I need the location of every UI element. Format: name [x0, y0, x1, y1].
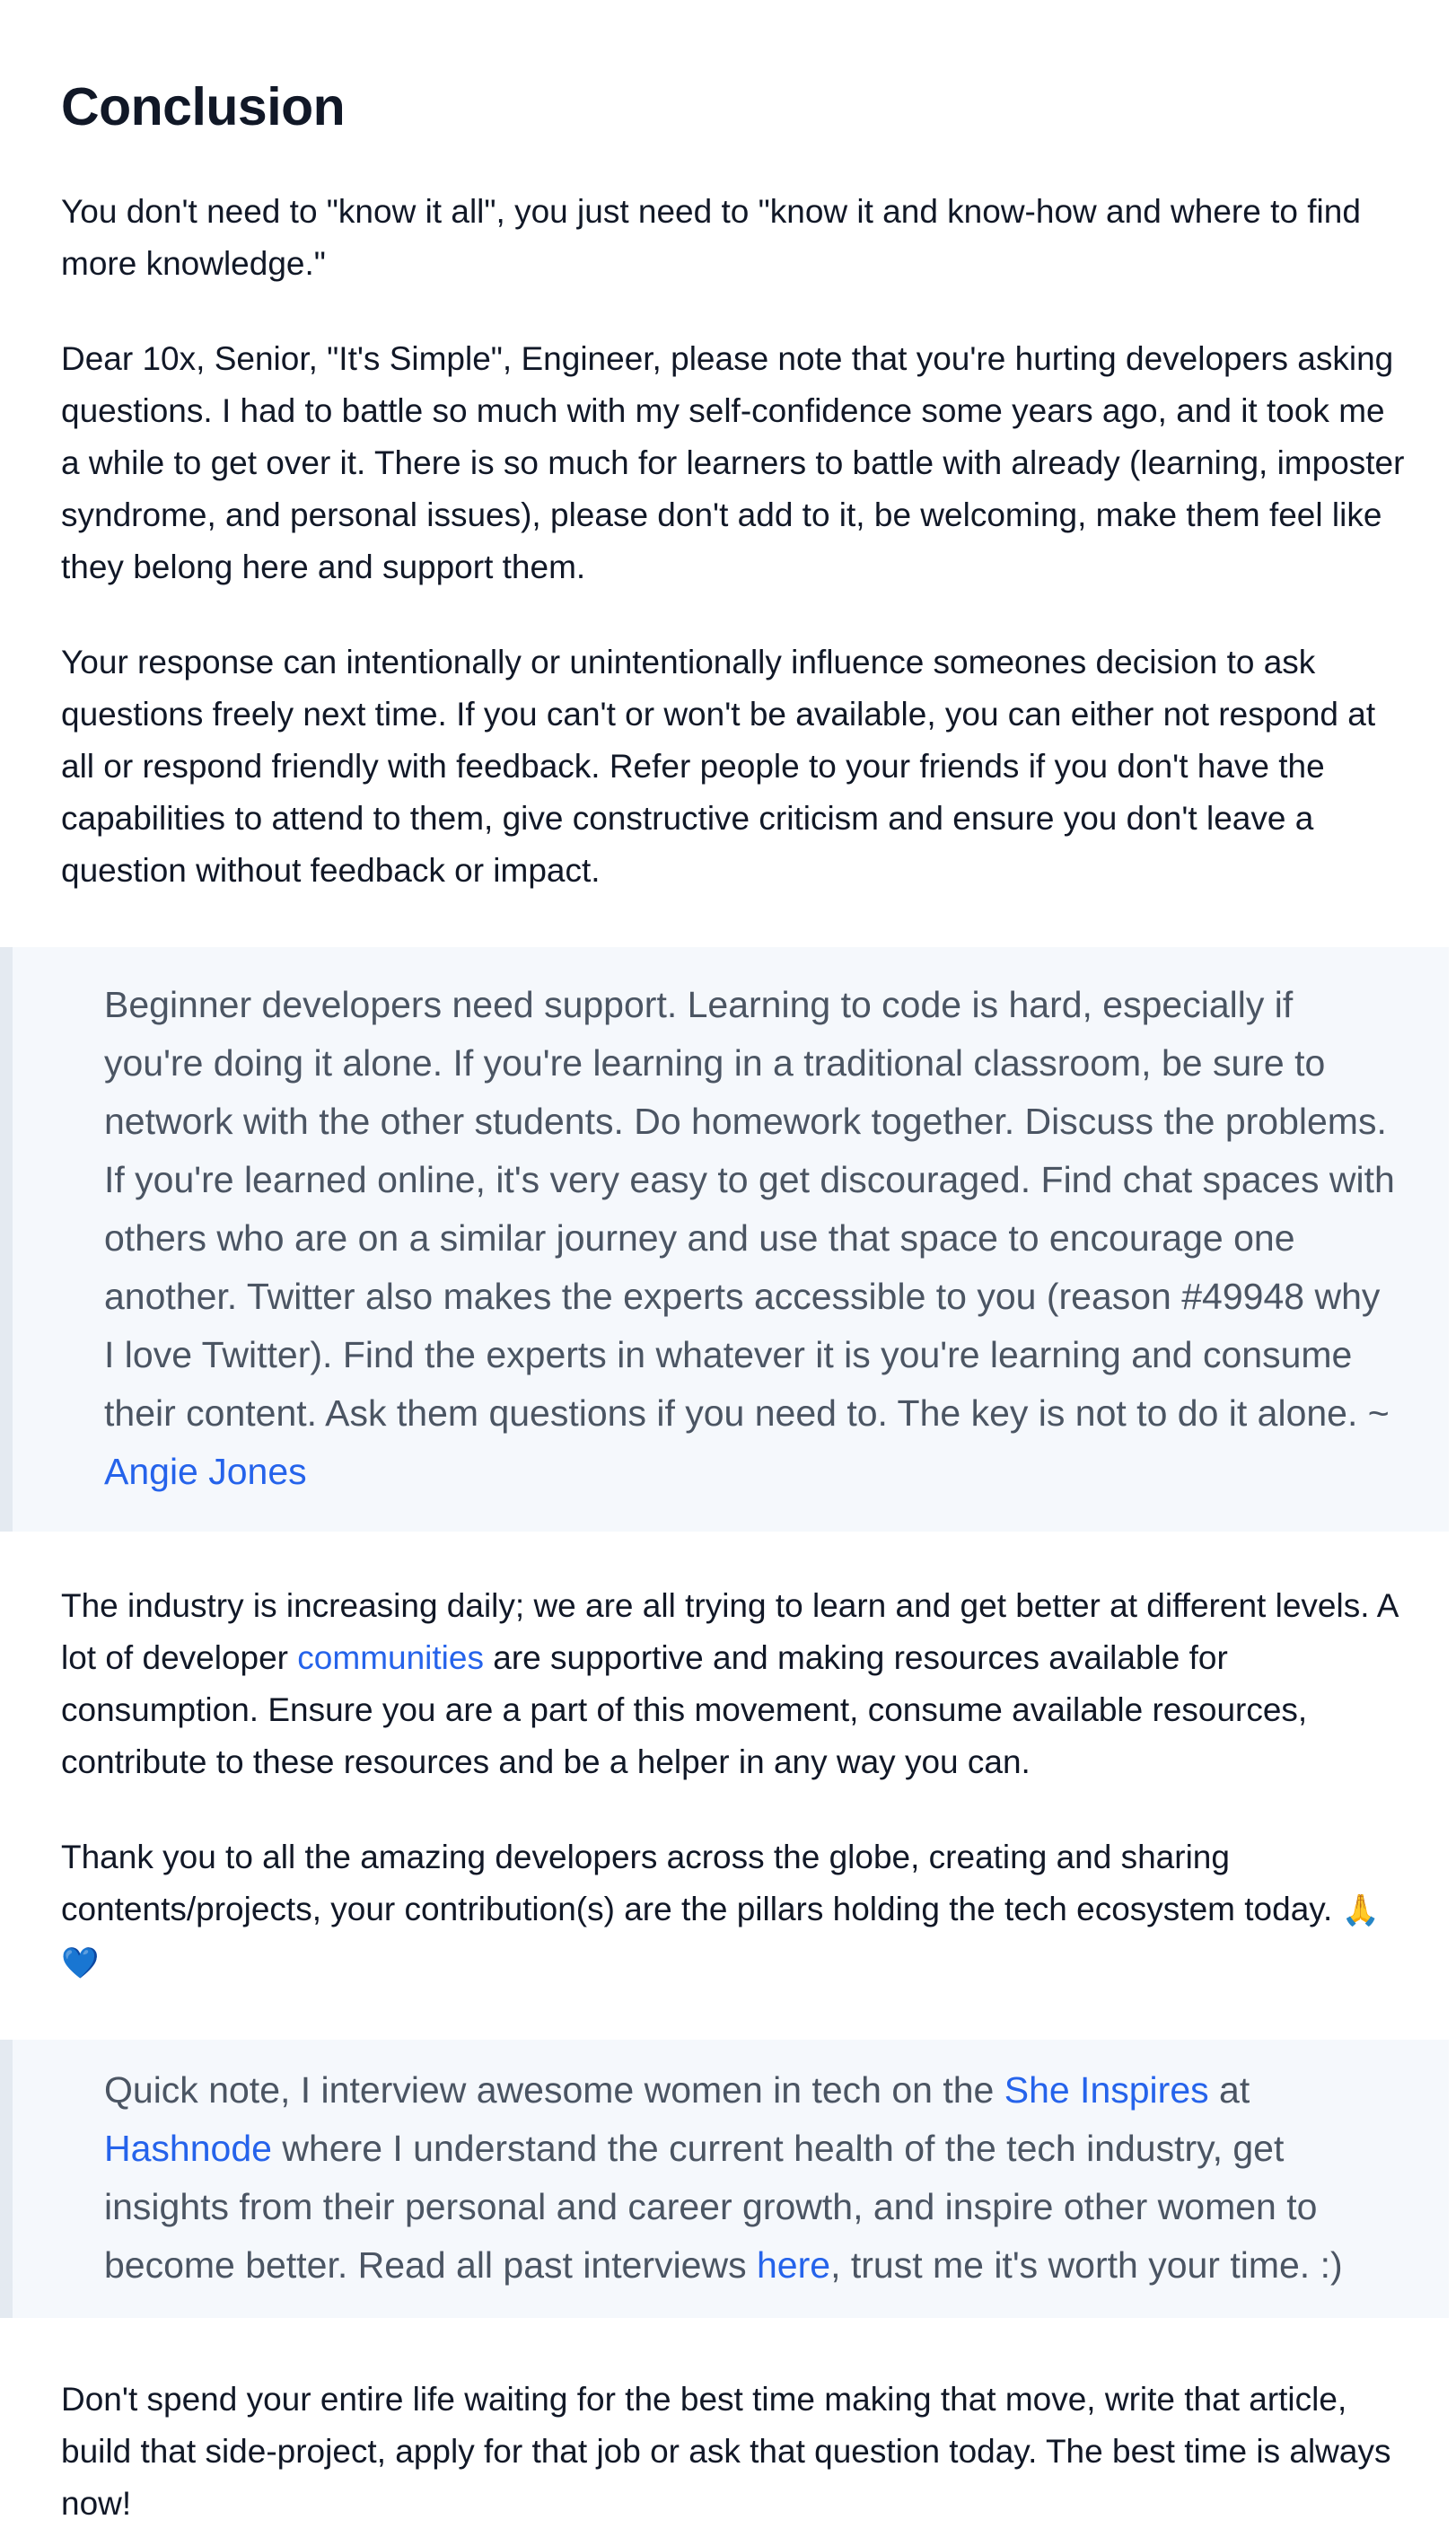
quote-angie-jones	[0, 947, 1449, 1532]
communities-link[interactable]: communities	[297, 1638, 484, 1676]
note-text: , trust me it's worth your time. :)	[830, 2243, 1343, 2286]
hashnode-link[interactable]: Hashnode	[104, 2127, 272, 2169]
paragraph-industry-text-end: are supportive and making resources available for consumption. Ensure you are a part of this movement, consume available resources, contribute to these resources and be a helper in any way you can.	[61, 1638, 1308, 1780]
paragraph-dear-engineer: Dear 10x, Senior, "It's Simple", Engineer, please note that you're hurting developers asking questions. I had to battle so much with my self-confidence some years ago, and it took me a while to get over it. There is so much for learners to battle with already (learning, imposter syndrome, and personal issues), please don't add to it, be welcoming, make them feel like they belong here and support them.	[61, 339, 1405, 585]
paragraph-thank-you-text: Thank you to all the amazing developers across the globe, creating and sharing contents/projects, your contribution(s) are the pillars holding the tech ecosystem today.	[61, 1838, 1342, 1927]
paragraph-know-it-all: You don't need to "know it all", you just need to "know it and know-how and where to find more knowledge."	[61, 192, 1361, 282]
quote-text: Beginner developers need support. Learning to code is hard, especially if you're doing it alone. If you're learning in a traditional classroom, be sure to network with the other students. Do homework together. Discuss the problems. If you're learned online, it's very easy to get discouraged. Find chat spaces with others who are on a similar journey and use that space to encourage one another. Twitter also makes the experts accessible to you (reason #49948 why I love Twitter). Find the experts in whatever it is you're learning and consume their content. Ask them questions if you need to. The key is not to do it alone. ~	[104, 983, 1395, 1434]
paragraph-industry-text: The industry is increasing daily; we are all trying to learn and get better at different levels. A lot of developer	[61, 1586, 1398, 1676]
quote-she-inspires-note	[0, 2040, 1449, 2318]
note-text: where I understand the current health of the tech industry, get insights from their personal and career growth, and inspire other women to become better. Read all past interviews	[104, 2127, 1318, 2286]
paragraph-your-response: Your response can intentionally or unintentionally influence someones decision to ask questions freely next time. If you can't or won't be available, you can either not respond at all or respond friendly with feedback. Refer people to your friends if you don't have the capabilities to attend to them, give constructive criticism and ensure you don't leave a question without feedback or impact.	[61, 643, 1376, 889]
paragraph-dont-wait: Don't spend your entire life waiting for the best time making that move, write that article, build that side-project, apply for that job or ask that question today. The best time is always now!	[61, 2380, 1391, 2522]
paragraph-industry	[61, 1580, 1408, 1788]
she-inspires-link[interactable]: She Inspires	[1004, 2068, 1209, 2111]
interviews-here-link[interactable]: here	[757, 2243, 831, 2286]
note-text: at	[1208, 2068, 1250, 2111]
paragraph-thank-you	[61, 1831, 1408, 1989]
angie-jones-link[interactable]: Angie Jones	[104, 1450, 307, 1492]
note-text: Quick note, I interview awesome women in tech on the	[104, 2068, 1004, 2111]
section-heading: Conclusion	[61, 77, 346, 136]
pray-heart-emoji-icon: 🙏💙	[61, 1892, 1380, 1981]
